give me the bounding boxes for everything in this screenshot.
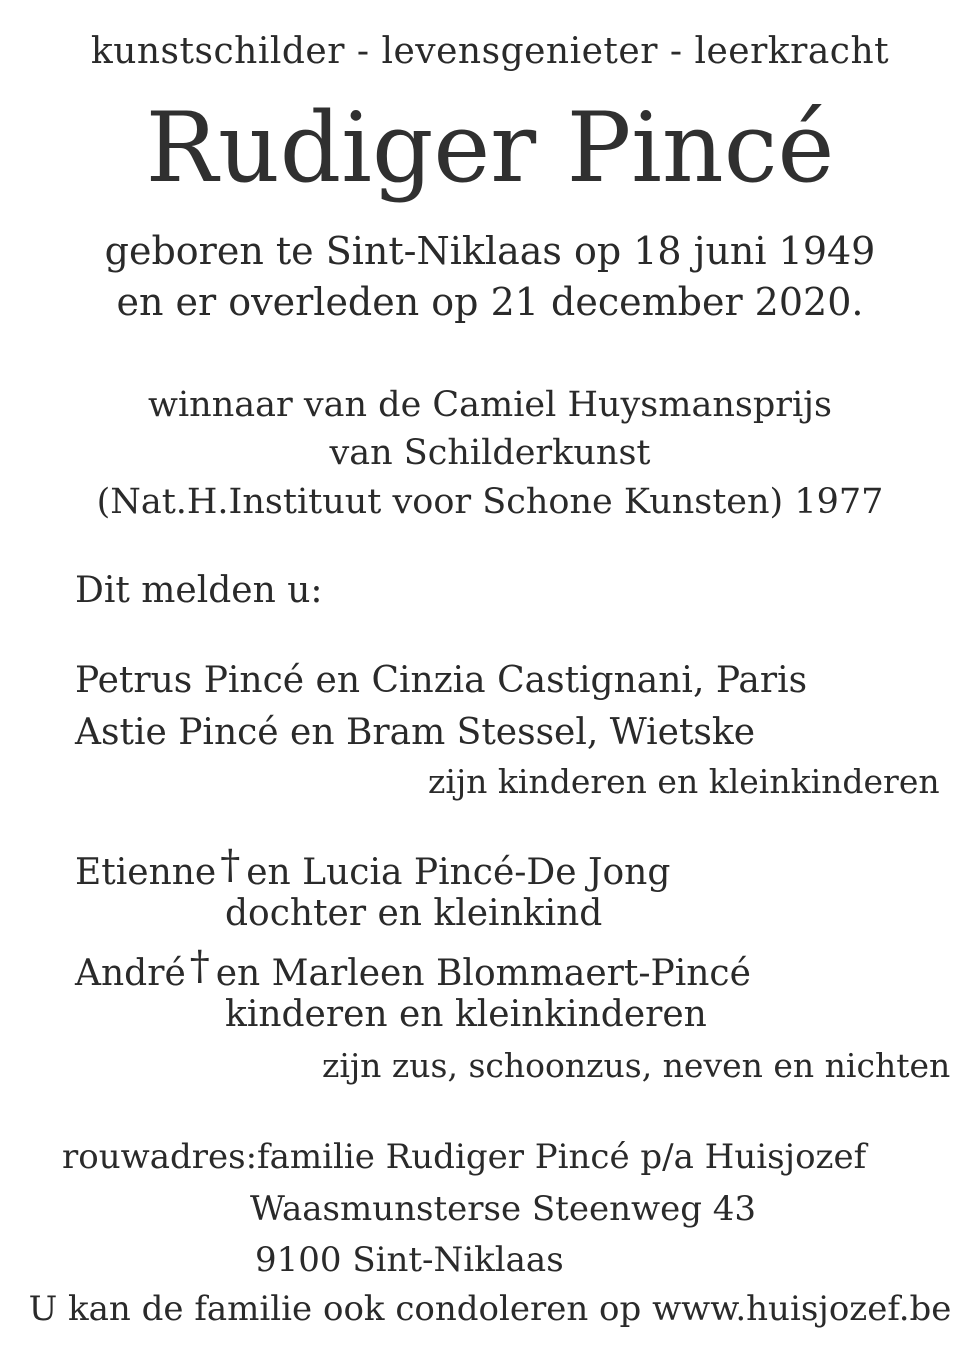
deceased-name: Rudiger Pincé: [145, 92, 835, 204]
family-line-3: [75, 842, 671, 893]
address-line-3: 9100 Sint-Niklaas: [255, 1240, 564, 1280]
family-4-name: André: [75, 953, 186, 994]
death-line: en er overleden op 21 december 2020.: [116, 280, 864, 324]
award-line-1: winnaar van de Camiel Huysmansprijs: [148, 385, 832, 425]
relation-line-2: dochter en kleinkind: [225, 893, 603, 934]
relation-line-4: zijn zus, schoonzus, neven en nichten: [322, 1046, 951, 1085]
relation-line-3: kinderen en kleinkinderen: [225, 994, 707, 1035]
address-line-2: Waasmunsterse Steenweg 43: [250, 1189, 757, 1229]
award-line-3: (Nat.H.Instituut voor Schone Kunsten) 1977: [96, 482, 884, 522]
condolence-line: U kan de familie ook condoleren op www.huisjozef.be: [28, 1289, 952, 1329]
relation-line-1: zijn kinderen en kleinkinderen: [428, 762, 940, 801]
family-3-name: Etienne: [75, 852, 217, 893]
announcement-intro: Dit melden u:: [75, 570, 323, 611]
cross-icon: †: [189, 943, 210, 989]
birth-line: geboren te Sint-Niklaas op 18 juni 1949: [104, 229, 876, 273]
family-4-rest: en Marleen Blommaert-Pincé: [215, 953, 751, 994]
family-line-2: Astie Pincé en Bram Stessel, Wietske: [75, 712, 756, 753]
family-3-rest: en Lucia Pincé-De Jong: [246, 852, 671, 893]
address-line-1: rouwadres:familie Rudiger Pincé p/a Huisjozef: [62, 1137, 867, 1177]
family-line-4: [75, 943, 751, 994]
award-line-2: van Schilderkunst: [329, 433, 651, 473]
tagline: kunstschilder - levensgenieter - leerkracht: [90, 31, 890, 72]
cross-icon: †: [220, 842, 241, 888]
family-line-1: Petrus Pincé en Cinzia Castignani, Paris: [75, 660, 808, 701]
